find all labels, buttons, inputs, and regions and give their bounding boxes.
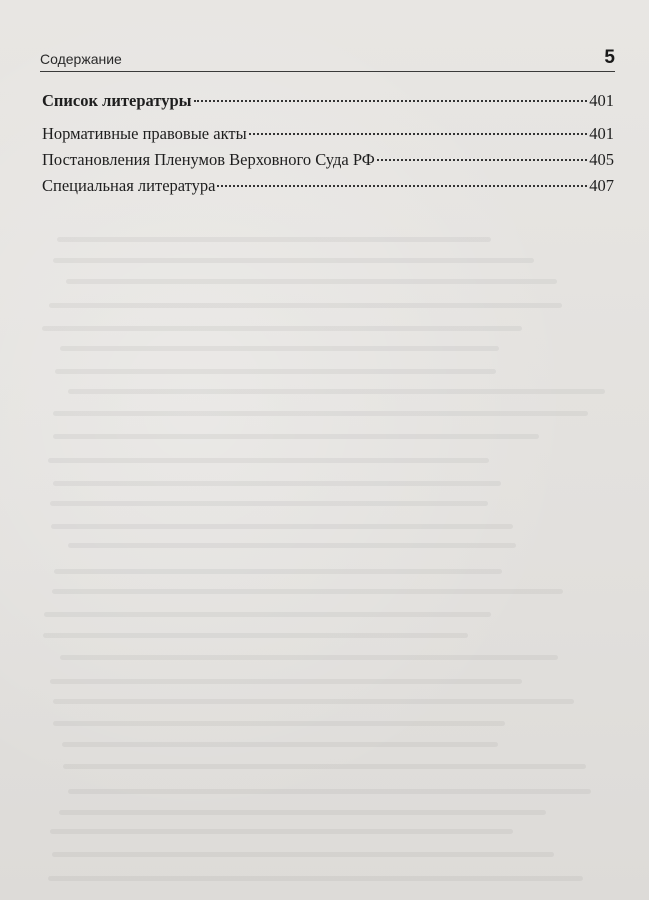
running-head-title: Содержание: [40, 51, 122, 67]
toc-entry-page: 405: [589, 150, 614, 169]
show-through-line: [53, 434, 539, 439]
toc-leader-dots: [194, 100, 588, 102]
show-through-line: [48, 458, 488, 463]
show-through-line: [50, 501, 488, 506]
show-through-line: [54, 569, 502, 574]
toc-entry-label: Нормативные правовые акты: [42, 124, 247, 143]
toc-leader-dots: [217, 185, 587, 187]
toc-entry-label: Специальная литература: [42, 176, 216, 195]
show-through-line: [68, 389, 604, 394]
show-through-line: [53, 411, 588, 416]
show-through-texture: [40, 215, 615, 895]
toc-entry: [42, 175, 614, 197]
page-number: 5: [604, 47, 615, 68]
toc-section-bibliography: [42, 90, 614, 112]
show-through-line: [57, 237, 491, 242]
header-rule: [40, 71, 615, 72]
show-through-line: [68, 543, 517, 548]
show-through-line: [53, 699, 574, 704]
toc-entry-label: Постановления Пленумов Верховного Суда РФ: [42, 150, 375, 169]
show-through-line: [52, 589, 563, 594]
toc-entry: [42, 149, 614, 171]
show-through-line: [63, 764, 586, 769]
show-through-line: [53, 258, 534, 263]
table-of-contents: [42, 90, 614, 201]
show-through-line: [52, 852, 554, 857]
running-head: [40, 49, 615, 73]
toc-leader-dots: [249, 133, 588, 135]
show-through-line: [44, 612, 491, 617]
toc-section-label: Список литературы: [42, 91, 192, 110]
toc-section-page: 401: [589, 91, 614, 110]
show-through-line: [62, 742, 498, 747]
show-through-line: [60, 655, 558, 660]
show-through-line: [60, 346, 499, 351]
show-through-line: [53, 721, 505, 726]
toc-leader-dots: [377, 159, 587, 161]
show-through-line: [55, 369, 496, 374]
show-through-line: [43, 633, 469, 638]
show-through-line: [51, 524, 513, 529]
show-through-line: [50, 679, 523, 684]
show-through-line: [66, 279, 557, 284]
show-through-line: [59, 810, 546, 815]
toc-entry-page: 407: [589, 176, 614, 195]
show-through-line: [49, 303, 563, 308]
show-through-line: [50, 829, 513, 834]
show-through-line: [68, 789, 591, 794]
show-through-line: [53, 481, 501, 486]
show-through-line: [42, 326, 522, 331]
toc-entry-page: 401: [589, 124, 614, 143]
show-through-line: [48, 876, 583, 881]
toc-entry: [42, 123, 614, 145]
